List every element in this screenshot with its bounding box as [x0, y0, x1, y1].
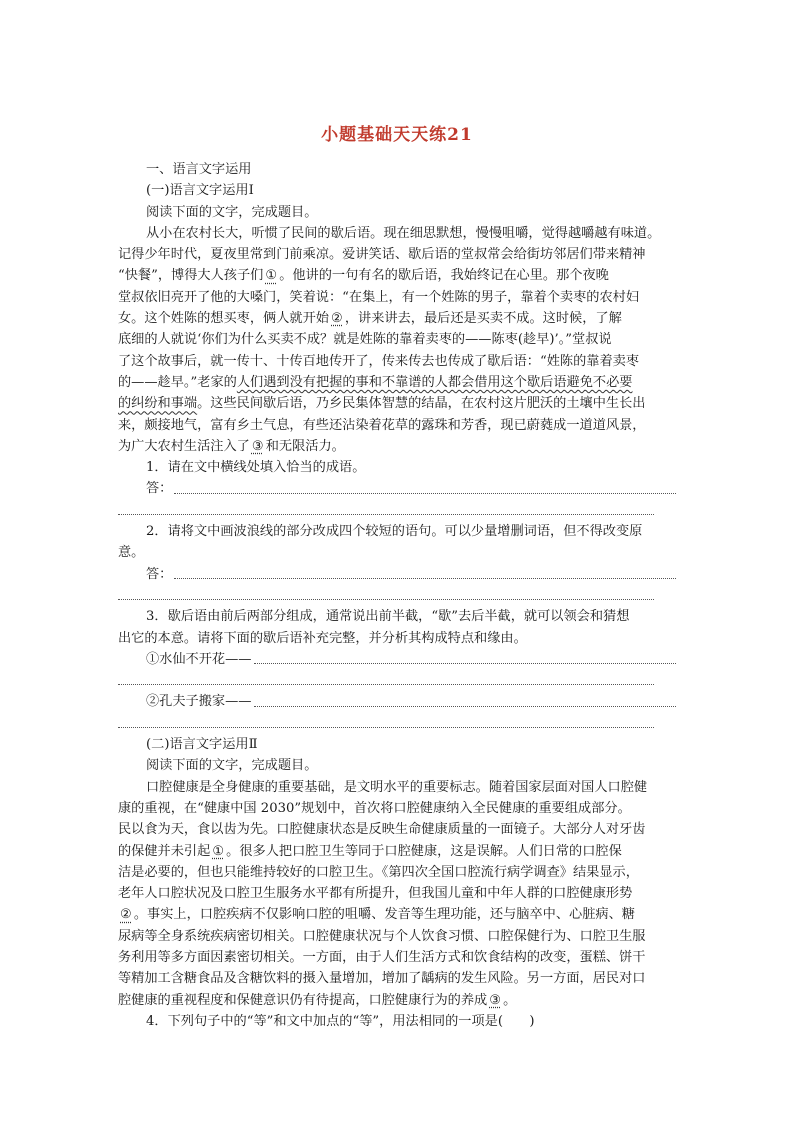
- answer-line-2b[interactable]: [118, 585, 676, 606]
- blank-2[interactable]: ②: [331, 311, 343, 327]
- answer-line-1[interactable]: 答：: [118, 478, 676, 499]
- question-2-cont: 意。: [118, 545, 145, 561]
- passage-line: 洁是必要的，但也只能维持较好的口腔卫生。《第四次全国口腔流行病学调查》结果显示，: [118, 864, 639, 880]
- passage-line: 务利用等多方面因素密切相关。一方面，由于人们生活方式和饮食结构的改变，蛋糕、饼干: [118, 949, 646, 965]
- answer-line-3b[interactable]: [118, 713, 676, 734]
- blank-3[interactable]: ③: [251, 438, 264, 454]
- passage-line: 的保健并未引起 ① 。很多人把口腔卫生等同于口腔健康，这是误解。人们日常的口腔保: [118, 843, 622, 859]
- passage-1: [118, 223, 676, 457]
- proverb-item-1[interactable]: ①水仙不开花——: [118, 649, 676, 670]
- passage-2: [118, 777, 676, 1011]
- subsection-heading-1: (一)语言文字运用Ⅰ: [146, 183, 254, 199]
- question-3: 3．歇后语由前后两部分组成，通常说出前半截，“歇”去后半截，就可以领会和猜想: [146, 609, 630, 625]
- passage-line: 为广大农村生活注入了 ③ 和无限活力。: [118, 438, 345, 454]
- passage-line: 腔健康的重视程度和保健意识仍有待提高，口腔健康行为的养成 ③ 。: [118, 992, 517, 1008]
- answer-line-1b[interactable]: [118, 500, 676, 521]
- blank-1[interactable]: ①: [212, 843, 225, 859]
- passage-line: 等精加工含糖食品及含糖饮料的摄入量增加，增加了龋病的发生风险。另一方面，居民对口: [118, 971, 646, 987]
- wavy-underlined-text: 的纠纷和事端: [118, 396, 198, 412]
- passage-line: 记得少年时代，夏夜里常到门前乘凉。爱讲笑话、歇后语的堂叔常会给街坊邻居们带来精神: [118, 247, 646, 263]
- worksheet-page: [118, 120, 676, 1032]
- passage-line: 从小在农村长大，听惯了民间的歇后语。现在细思默想，慢慢咀嚼，觉得越嚼越有味道。: [146, 225, 661, 241]
- passage-line: 底细的人就说‘你们为什么买卖不成？就是姓陈的靠着卖枣的——陈枣(趁早)’。”堂叔说: [118, 332, 612, 348]
- passage-line: 民以食为天，食以齿为先。口腔健康状态是反映生命健康质量的一面镜子。大部分人对牙齿: [118, 822, 646, 838]
- passage-line: 女。这个姓陈的想买枣，俩人就开始 ② ，讲来讲去，最后还是买卖不成。这时候，了解: [118, 311, 622, 327]
- passage-line: 堂叔依旧亮开了他的大嗓门，笑着说：“在集上，有一个姓陈的男子，靠着个卖枣的农村妇: [118, 289, 640, 305]
- passage-line: ② 。事实上，口腔疾病不仅影响口腔的咀嚼、发音等生理功能，还与脑卒中、心脏病、糖: [120, 907, 635, 923]
- passage-line: 老年人口腔状况及口腔卫生服务水平都有所提升，但我国儿童和中年人群的口腔健康形势: [118, 886, 633, 902]
- wavy-underlined-text: 人们遇到没有把握的事和不靠谱的人都会借用这个歇后语避免不必要: [236, 374, 633, 390]
- blank-3[interactable]: ③: [489, 992, 502, 1008]
- question-1: 1．请在文中横线处填入恰当的成语。: [146, 460, 366, 476]
- reading-instruction-2: 阅读下面的文字，完成题目。: [146, 758, 318, 774]
- proverb-item-2[interactable]: ②孔夫子搬家——: [118, 691, 676, 712]
- passage-line: 了这个故事后，就一传十、十传百地传开了，传来传去也传成了歇后语：“姓陈的靠着卖枣: [118, 353, 640, 369]
- passage-line: 康的重视，在“健康中国 2030”规划中，首次将口腔健康纳入全民健康的重要组成部分。: [118, 800, 631, 816]
- blank-1[interactable]: ①: [265, 268, 278, 284]
- section-heading: 一、语言文字运用: [146, 162, 252, 177]
- passage-line: 尿病等全身系统疾病密切相关。口腔健康状况与个人饮食习惯、口腔保健行为、口腔卫生服: [118, 928, 646, 944]
- passage-line: “快餐”，博得大人孩子们 ① 。他讲的一句有名的歇后语，我始终记在心里。那个夜晚: [118, 268, 609, 284]
- passage-line: 的——趁早。”老家的人们遇到没有把握的事和不靠谱的人都会借用这个歇后语避免不必要: [118, 374, 633, 390]
- question-4: 4．下列句子中的“等”和文中加点的“等”，用法相同的一项是( ): [146, 1013, 535, 1029]
- answer-line-3a[interactable]: [118, 670, 676, 691]
- answer-line-2[interactable]: 答：: [118, 564, 676, 585]
- reading-instruction-1: 阅读下面的文字，完成题目。: [146, 204, 318, 220]
- question-2: 2．请将文中画波浪线的部分改成四个较短的语句。可以少量增删词语，但不得改变原: [146, 524, 643, 540]
- passage-line: 来，颇接地气，富有乡土气息，有些还沾染着花草的露珠和芳香，现已蔚蕤成一道道风景，: [118, 417, 646, 433]
- passage-line: 口腔健康是全身健康的重要基础，是文明水平的重要标志。随着国家层面对国人口腔健: [146, 779, 648, 795]
- page-title: 小题基础天天练21: [321, 125, 473, 145]
- question-3-cont: 出它的本意。请将下面的歇后语补充完整，并分析其构成特点和缘由。: [118, 630, 527, 646]
- passage-line: 的纠纷和事端。这些民间歇后语，乃乡民集体智慧的结晶，在农村这片肥沃的土壤中生长出: [118, 396, 646, 412]
- blank-2[interactable]: ②: [120, 907, 132, 923]
- subsection-heading-2: (二)语言文字运用Ⅱ: [146, 737, 258, 753]
